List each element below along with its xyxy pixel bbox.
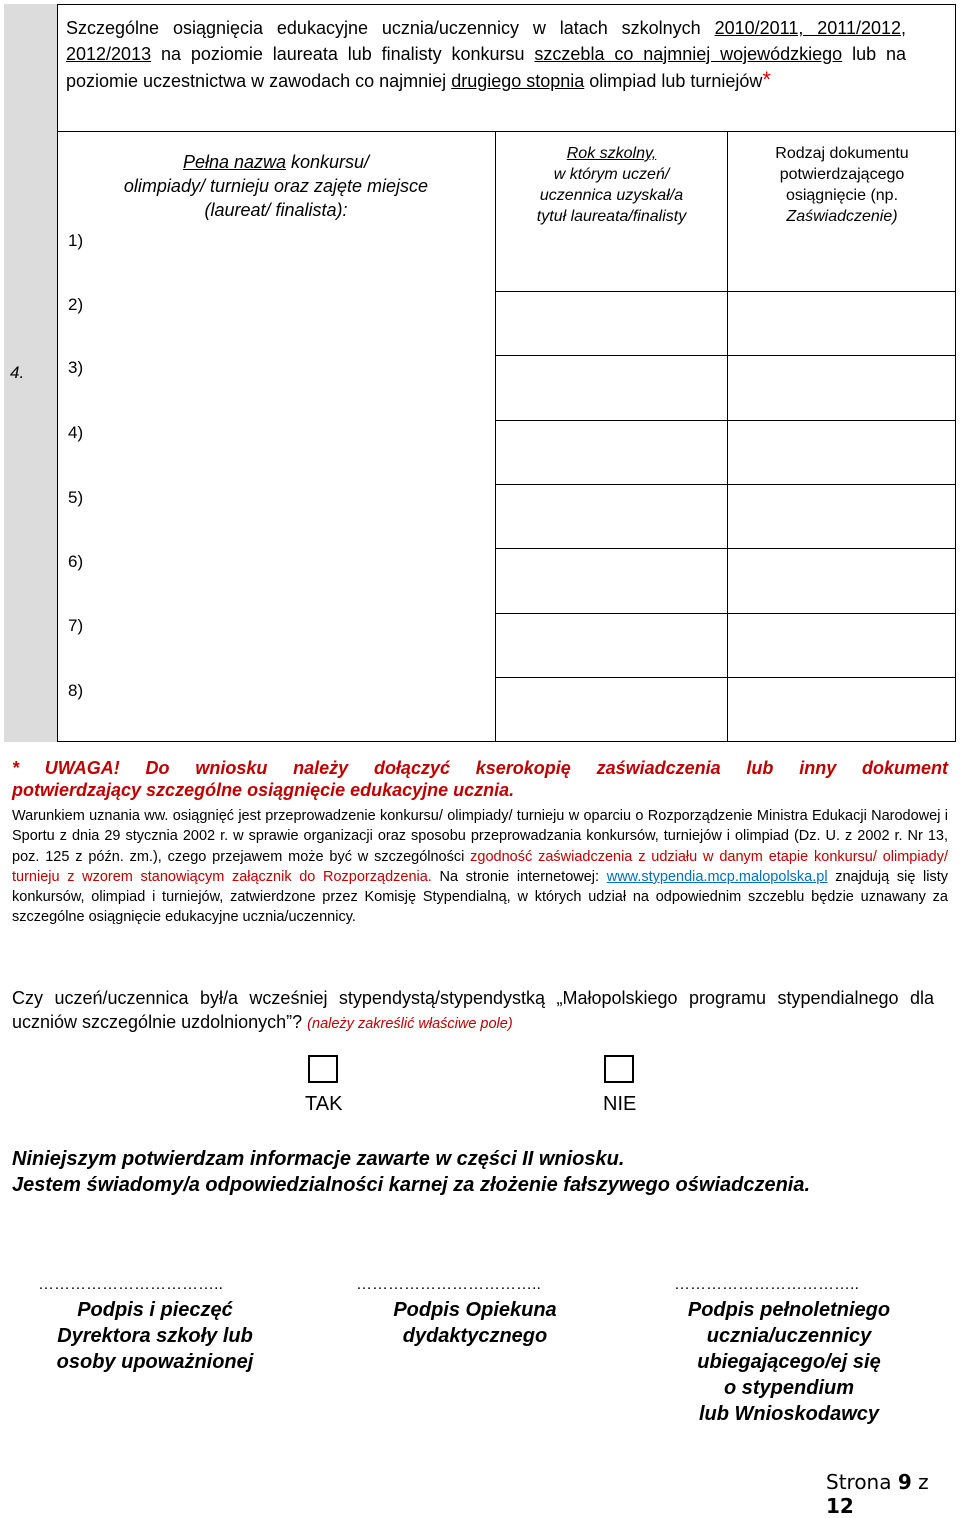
website-link[interactable]: www.stypendia.mcp.malopolska.pl: [606, 868, 828, 885]
signature-director: Podpis i pieczęć Dyrektora szkoły lub osoby upoważnionej: [56, 1299, 254, 1373]
no-label: NIE: [603, 1093, 637, 1115]
stage-underlined: drugiego stopnia: [451, 71, 585, 91]
row-number: 3): [68, 358, 84, 377]
row-divider: [495, 484, 956, 485]
row-divider: [495, 613, 956, 614]
row-number: 2): [68, 295, 84, 314]
no-checkbox[interactable]: [604, 1055, 634, 1083]
column-header-school-year: Rok szkolny, w którym uczeń/ uczennica uzyskał/a tytuł laureata/finalisty: [536, 145, 687, 225]
row-number: 5): [68, 488, 84, 507]
row-divider: [495, 420, 956, 421]
table-header-divider: [58, 131, 956, 132]
row-number: 7): [68, 616, 84, 635]
conditions-paragraph: Warunkiem uznania ww. osiągnięć jest przeprowadzenie konkursu/ olimpiady/ turnieju w oparciu o Rozporządzenie Ministra Edukacji Narodowej i Sportu z dnia 29 stycznia 2002 r. w sprawie organizacji oraz sposobu przeprowadzania konkursów, turniejów i olimpiad (Dz. U. z 2002 r. Nr 13, poz. 125 z późn. zm.), czego przejawem może być w szczególności zgodność zaświadczenia z udziału w danym etapie konkursu/ olimpiady/ turnieju z wzorem stanowiącym załącznik do Rozporządzenia. Na stronie internetowej: www.stypendia.mcp.malopolska.pl znajdują się listy konkursów, olimpiad i turniejów, zatwierdzone przez Komisję Stypendialną, w których udział na odpowiednim szczeblu będzie uznawany za szczególne osiągnięcie edukacyjne ucznia/uczennicy.: [12, 808, 949, 926]
warning-note: * UWAGA! Do wniosku należy dołączyć kserokopię zaświadczenia lub inny dokument potwierdzający szczególne osiągnięcie edukacyjne ucznia.: [12, 758, 948, 800]
level-underlined: szczebla co najmniej wojewódzkiego: [534, 44, 843, 64]
section-number: 4.: [10, 363, 25, 382]
column-header-document-type: Rodzaj dokumentu potwierdzającego osiągnięcie (np. Zaświadczenie): [775, 145, 909, 225]
row-divider: [495, 677, 956, 678]
row-number: 4): [68, 423, 84, 442]
signature-line: ……………………………..: [38, 1276, 223, 1293]
signature-applicant: Podpis pełnoletniego ucznia/uczennicy ubiegającego/ej się o stypendium lub Wnioskodawcy: [687, 1299, 891, 1425]
row-divider: [495, 355, 956, 356]
section-heading: Szczególne osiągnięcia edukacyjne ucznia/uczennicy w latach szkolnych 2010/2011, 2011/2012, 2012/2013 na poziomie laureata lub finalisty konkursu szczebla co najmniej wojewódzkiego lub na poziomie uczestnictwa w zawodach co najmniej drugiego stopnia olimpiad lub turniejów*: [66, 18, 906, 92]
page-number: Strona 9 z 12: [826, 1470, 929, 1518]
previous-scholarship-question: Czy uczeń/uczennica był/a wcześniej stypendystą/stypendystką „Małopolskiego programu stypendialnego dla uczniów szczególnie uzdolnionych”? (należy zakreślić właściwe pole): [12, 988, 934, 1032]
row-number: 8): [68, 681, 84, 700]
row-divider: [495, 548, 956, 549]
row-divider: [495, 291, 956, 292]
question-hint: (należy zakreślić właściwe pole): [307, 1016, 513, 1032]
signature-line: ……………………………..: [674, 1276, 859, 1293]
asterisk-mark: *: [762, 67, 771, 92]
yes-checkbox[interactable]: [308, 1055, 338, 1083]
yes-label: TAK: [305, 1093, 343, 1115]
declaration: Niniejszym potwierdzam informacje zawarte w części II wniosku. Jestem świadomy/a odpowiedzialności karnej za złożenie fałszywego oświadczenia.: [12, 1148, 811, 1196]
row-number: 1): [68, 231, 84, 250]
signature-line: ……………………………..: [356, 1276, 541, 1293]
years-underlined: 2010/2011, 2011/2012, 2012/2013: [66, 18, 906, 64]
achievements-table: [4, 4, 956, 742]
column-header-competition: Pełna nazwa konkursu/ olimpiady/ turnieju oraz zajęte miejsce (laureat/ finalista):: [123, 152, 429, 220]
signature-tutor: Podpis Opiekuna dydaktycznego: [393, 1299, 557, 1347]
column-divider: [727, 131, 728, 742]
row-number: 6): [68, 552, 84, 571]
column-divider: [495, 131, 496, 742]
